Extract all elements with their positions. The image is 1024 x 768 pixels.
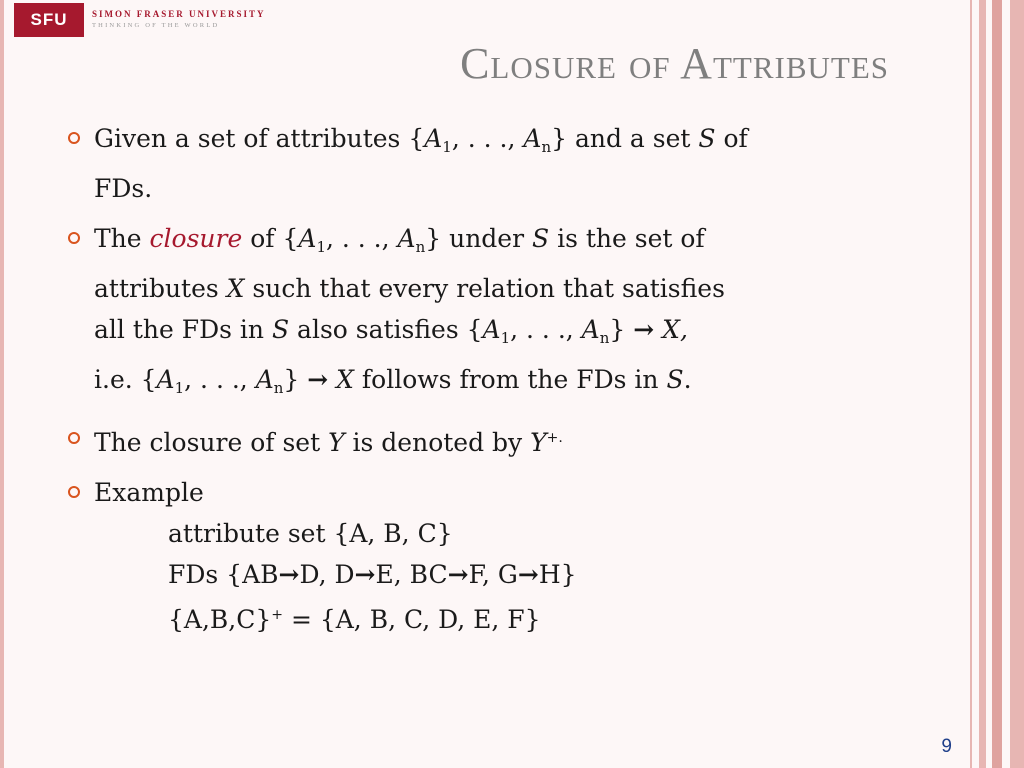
bullet-example — [68, 472, 906, 640]
text: follows from the FDs in — [353, 365, 667, 394]
bullet-line: FDs. — [94, 174, 153, 203]
text: . — [683, 365, 692, 394]
text: is the set of — [549, 224, 705, 253]
set-s: S — [698, 124, 716, 153]
bullet-line — [94, 268, 906, 309]
text: {A,B,C} — [168, 605, 272, 634]
attr-x: X, — [654, 315, 688, 344]
set-s: S — [271, 315, 290, 344]
attr-a: A — [156, 365, 175, 394]
decorative-side-stripes — [966, 0, 1024, 768]
subscript: n — [273, 379, 284, 397]
attr-a: A — [581, 315, 600, 344]
set-y: Y — [530, 428, 547, 457]
superscript: + — [271, 607, 283, 623]
text: , . . ., — [325, 224, 398, 253]
bullet-line — [94, 418, 906, 463]
text: } — [609, 315, 634, 344]
text: such that every relation that satisfies — [244, 274, 725, 303]
university-tagline: THINKING OF THE WORLD — [92, 22, 220, 29]
text: D, D — [299, 560, 355, 589]
set-s: S — [666, 365, 684, 394]
text: all the FDs in — [94, 315, 272, 344]
attr-a: A — [397, 224, 416, 253]
subscript: 1 — [500, 329, 511, 347]
text: } and a set — [551, 124, 699, 153]
right-arrow-icon: → — [307, 365, 329, 394]
right-arrow-icon: → — [447, 560, 469, 589]
text: , . . ., — [451, 124, 524, 153]
text: , . . ., — [184, 365, 256, 394]
text: i.e. { — [94, 365, 157, 394]
bullet-given-set — [68, 118, 906, 209]
bullet-circle-icon — [68, 486, 80, 498]
text: } under — [425, 224, 533, 253]
page-number: 9 — [941, 736, 952, 757]
text: also satisfies { — [289, 315, 483, 344]
text: is denoted by — [344, 428, 531, 457]
right-arrow-icon: → — [354, 560, 376, 589]
university-name: SIMON FRASER UNIVERSITY — [92, 9, 266, 19]
text: of — [715, 124, 748, 153]
text: } — [283, 365, 308, 394]
set-y: Y — [328, 428, 345, 457]
attr-x: X — [328, 365, 354, 394]
attr-x: X — [226, 274, 245, 303]
attr-a: A — [424, 124, 443, 153]
attr-a: A — [255, 365, 274, 394]
subscript: 1 — [174, 379, 185, 397]
text: The closure of set — [94, 428, 329, 457]
text: , . . ., — [510, 315, 582, 344]
sfu-logo-text — [92, 9, 266, 31]
bullet-line — [94, 359, 906, 409]
bullet-line — [94, 118, 906, 168]
subscript: n — [415, 238, 426, 256]
bullet-line — [94, 309, 906, 359]
sfu-logo-block: SFU — [14, 3, 84, 37]
text: H} — [538, 560, 577, 589]
slide-title: Closure of Attributes — [460, 39, 889, 88]
subscript: n — [541, 138, 552, 156]
example-fds — [94, 554, 906, 595]
text: Given a set of attributes { — [94, 124, 425, 153]
bullet-closure-definition — [68, 218, 906, 409]
example-heading: Example — [94, 478, 204, 507]
subscript: n — [599, 329, 610, 347]
closure-term: closure — [149, 224, 243, 253]
right-arrow-icon: → — [633, 315, 655, 344]
attr-a: A — [482, 315, 501, 344]
bullet-closure-notation — [68, 418, 906, 463]
text: E, BC — [375, 560, 448, 589]
text: attributes — [94, 274, 227, 303]
left-border-line — [0, 0, 4, 768]
text: FDs {AB — [168, 560, 279, 589]
set-s: S — [532, 224, 550, 253]
example-attribute-set: attribute set {A, B, C} — [168, 519, 453, 548]
bullet-circle-icon — [68, 232, 80, 244]
bullet-line — [94, 218, 906, 268]
text: = {A, B, C, D, E, F} — [283, 605, 541, 634]
right-arrow-icon: → — [278, 560, 300, 589]
example-closure-result — [94, 595, 906, 640]
text: of { — [242, 224, 299, 253]
attr-a: A — [298, 224, 317, 253]
bullet-circle-icon — [68, 132, 80, 144]
superscript: +. — [546, 430, 563, 446]
right-arrow-icon: → — [517, 560, 539, 589]
text: F, G — [468, 560, 518, 589]
subscript: 1 — [442, 138, 452, 156]
subscript: 1 — [316, 238, 326, 256]
text: The — [94, 224, 150, 253]
slide-content — [68, 118, 906, 649]
sfu-logo — [14, 3, 266, 37]
bullet-circle-icon — [68, 432, 80, 444]
attr-a: A — [523, 124, 542, 153]
